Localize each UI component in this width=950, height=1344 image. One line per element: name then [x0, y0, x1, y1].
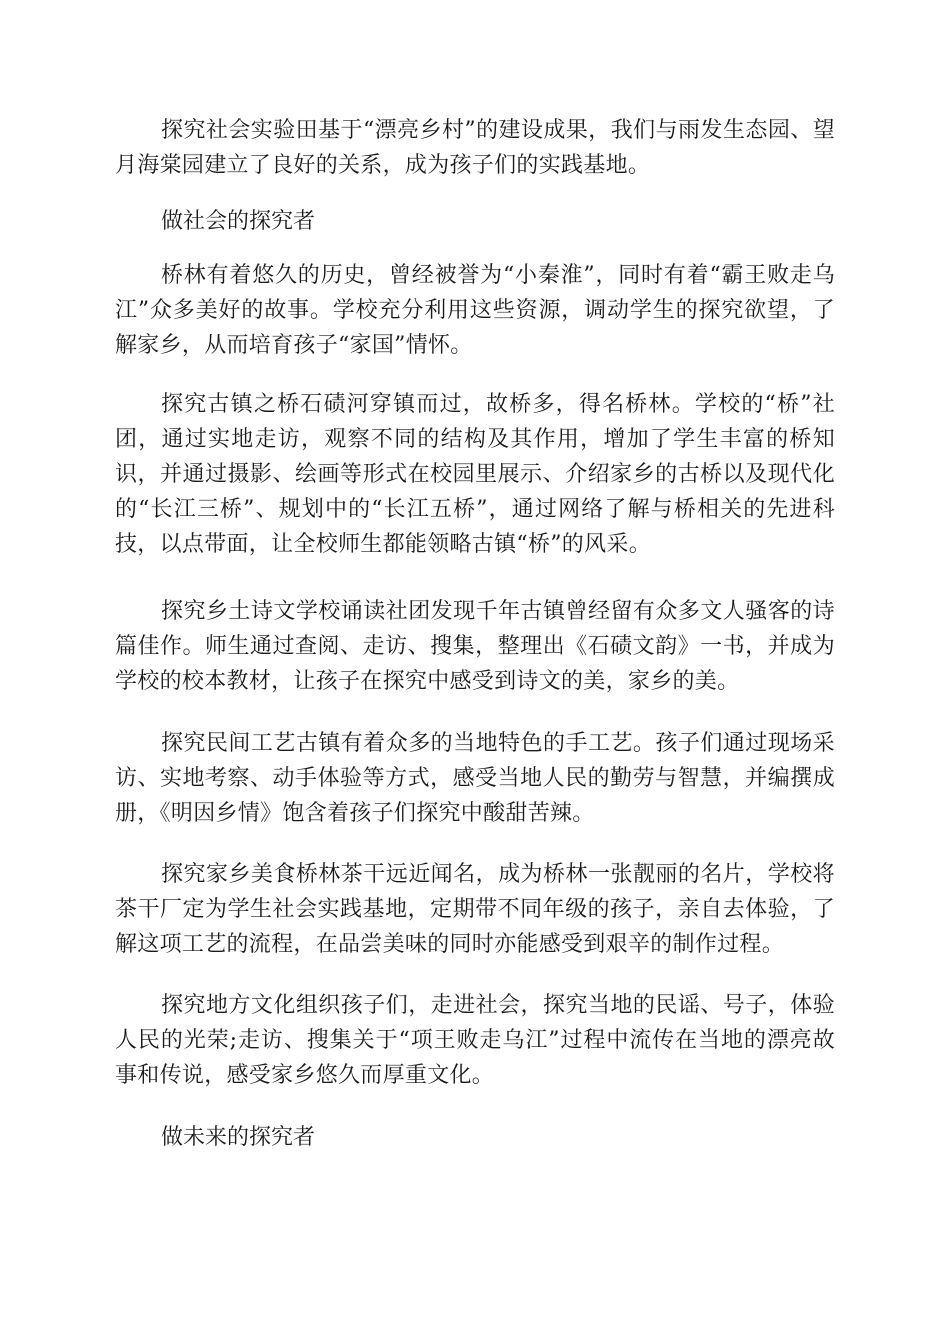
paragraph-local-poetry: 探究乡土诗文学校诵读社团发现千年古镇曾经留有众多文人骚客的诗篇佳作。师生通过查阅、走访、搜集，整理出《石碛文韵》一书，并成为学校的校本教材，让孩子在探究中感受到诗文的美，家乡的美。	[115, 599, 835, 694]
paragraph-practice-field: 探究社会实验田基于“漂亮乡村”的建设成果，我们与雨发生态园、望月海棠园建立了良好的关系，成为孩子们的实践基地。	[115, 118, 835, 178]
paragraph-local-food: 探究家乡美食桥林茶干远近闻名，成为桥林一张靓丽的名片，学校将茶干厂定为学生社会实践基地，定期带不同年级的孩子，亲自去体验，了解这项工艺的流程，在品尝美味的同时亦能感受到艰辛的制作过程。	[115, 862, 835, 957]
paragraph-folk-crafts: 探究民间工艺古镇有着众多的当地特色的手工艺。孩子们通过现场采访、实地考察、动手体验等方式，感受当地人民的勤劳与智慧，并编撰成册，《明因乡情》饱含着孩子们探究中酸甜苦辣。	[115, 731, 835, 826]
paragraph-qiaolin-history: 桥林有着悠久的历史，曾经被誉为“小秦淮”，同时有着“霸王败走乌江”众多美好的故事。学校充分利用这些资源，调动学生的探究欲望，了解家乡，从而培育孩子“家国”情怀。	[115, 263, 835, 358]
paragraph-ancient-bridges: 探究古镇之桥石碛河穿镇而过，故桥多，得名桥林。学校的“桥”社团，通过实地走访，观察不同的结构及其作用，增加了学生丰富的桥知识，并通过摄影、绘画等形式在校园里展示、介绍家乡的古桥以及现代化的“长江三桥”、规划中的“长江五桥”，通过网络了解与桥相关的先进科技，以点带面，让全校师生都能领略古镇“桥”的风采。	[115, 392, 835, 557]
section-heading-future: 做未来的探究者	[161, 1125, 316, 1150]
section-heading-society: 做社会的探究者	[161, 209, 316, 234]
paragraph-local-culture: 探究地方文化组织孩子们，走进社会，探究当地的民谣、号子，体验人民的光荣;走访、搜集关于“项王败走乌江”过程中流传在当地的漂亮故事和传说，感受家乡悠久而厚重文化。	[115, 993, 835, 1088]
